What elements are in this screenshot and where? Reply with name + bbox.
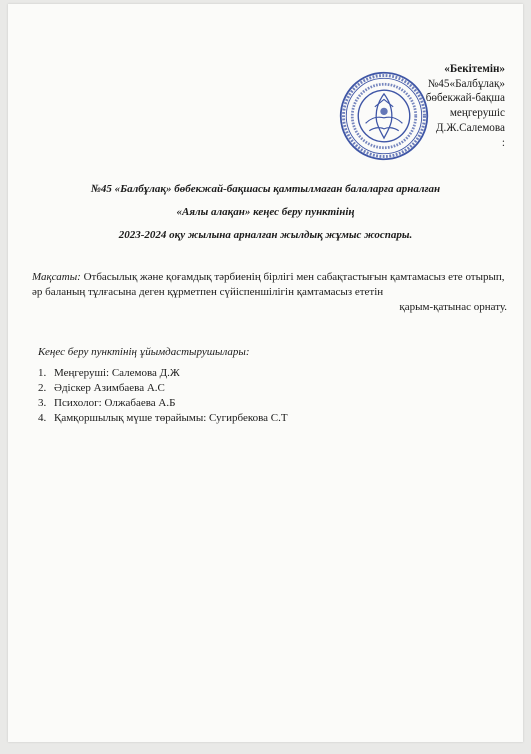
list-item [38,381,288,396]
document-title-line-3: 2023-2024 оқу жылына арналған жылдық жұмыс жоспары. [118,229,413,241]
document-title-line-1: №45 «Балбұлақ» бөбекжай-бақшасы қамтылмаған балаларға арналған [90,183,441,195]
list-text: Қамқоршылық мүше төрайымы: Сугирбекова С.Т [54,412,288,424]
list-item [38,396,288,411]
list-number: 4. [38,412,47,424]
approval-heading: «Бекітемін» [444,63,505,75]
approval-line: Д.Ж.Салемова [435,121,505,134]
official-stamp-icon [338,70,430,162]
approval-line: : [501,136,505,149]
document-title-line-2: «Аялы алақан» кеңес беру пунктінің [176,206,355,218]
goal-paragraph [32,270,507,315]
list-number: 3. [38,397,47,409]
approval-line: меңгерушіс [449,107,505,120]
list-item [38,411,288,426]
goal-text: Отбасылық және қоғамдық тәрбиенің бірлігі мен сабақтастығын қамтамасыз ете отырып, әр баланың тұлғасына деген құрметпен сүйіспеншілігін қамтамасыз ететін [32,271,505,298]
document-page [8,4,523,742]
list-number: 2. [38,382,47,394]
approval-block [426,62,505,150]
goal-label: Мақсаты: [32,271,81,283]
approval-line: бөбекжай-бақша [425,92,505,105]
list-number: 1. [38,367,47,379]
list-item [38,366,288,381]
organizers-list [38,366,288,426]
list-text: Әдіскер Азимбаева А.С [54,382,165,394]
approval-line: №45«Балбұлақ» [427,77,505,90]
list-text: Меңгеруші: Салемова Д.Ж [54,367,180,379]
goal-text-end: қарым-қатынас орнату. [399,301,507,313]
organizers-heading: Кеңес беру пунктінің ұйымдастырушылары: [38,346,250,358]
list-text: Психолог: Олжабаева А.Б [54,397,176,409]
